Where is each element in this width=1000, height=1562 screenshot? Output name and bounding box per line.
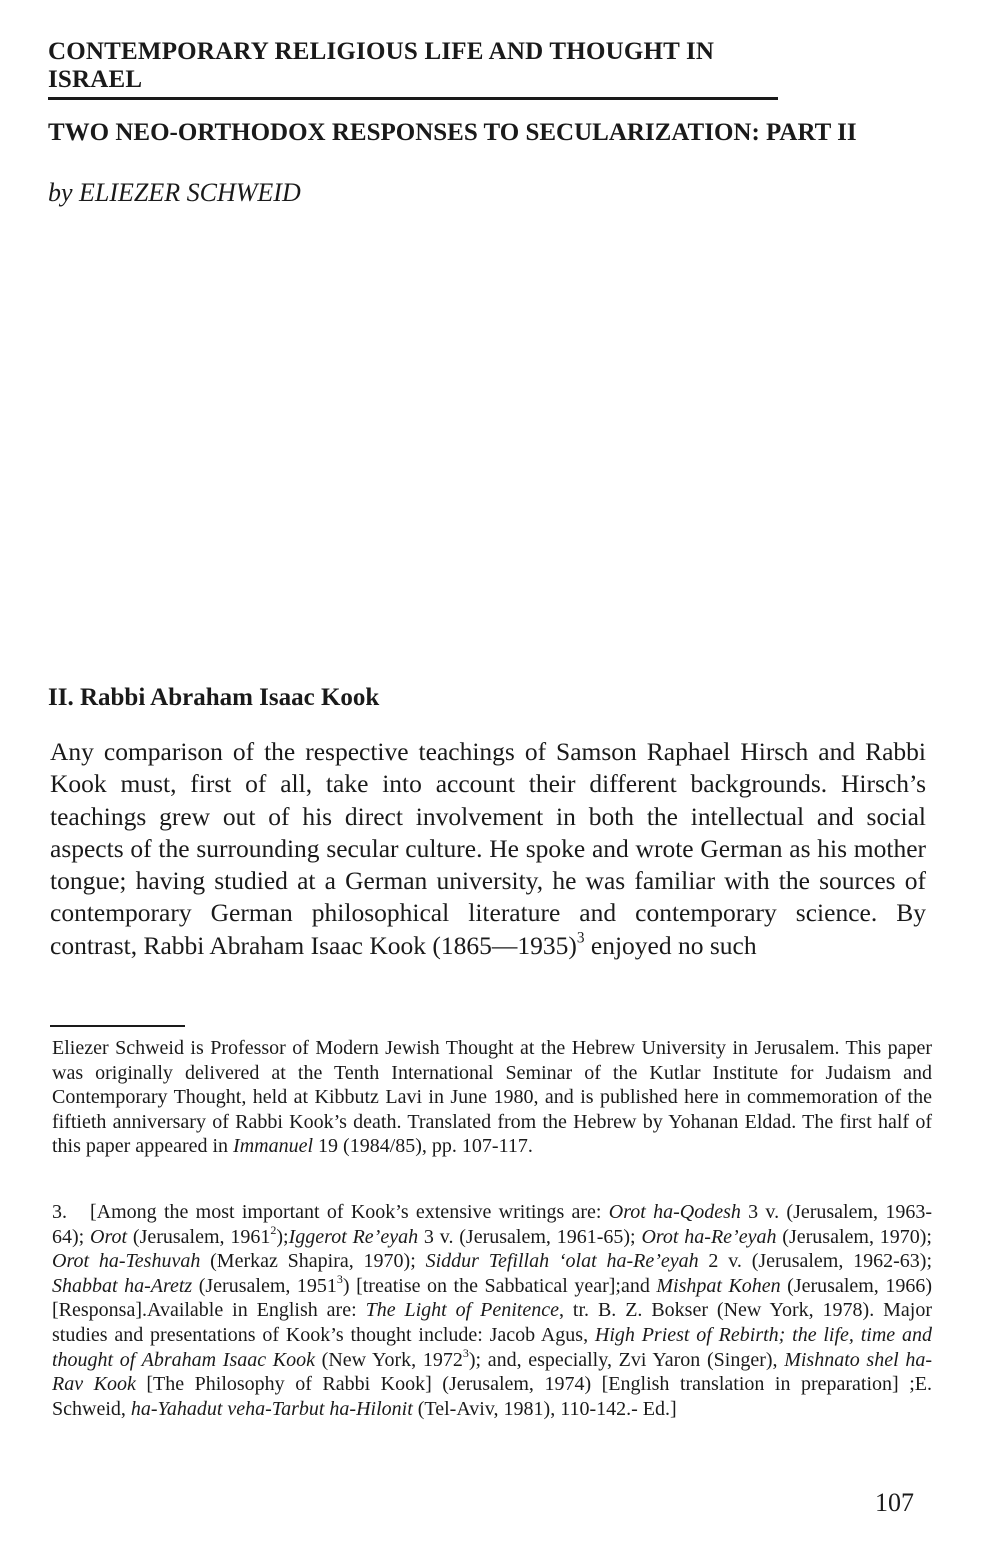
body-paragraph [50, 736, 926, 962]
byline: by ELIEZER SCHWEID [48, 178, 301, 207]
work-title: High Priest of Rebirth; the life, time and thought of Abraham Isaac Kook [52, 1323, 932, 1371]
work-title: Mishnato shel ha-Rav Kook [52, 1348, 932, 1396]
fn-text: 2 v. (Jerusalem, 1962-63); [698, 1250, 933, 1273]
fn-text: , tr. B. Z. Bokser (New York, 1978). Major studies and presentations of Kook’s thought include: Jacob Agus, [52, 1299, 933, 1346]
fn-text: (Jerusalem, 1966) [Responsa].Available in English are: [52, 1274, 932, 1322]
fn-text: ); [276, 1225, 289, 1248]
work-title: Orot [90, 1225, 128, 1248]
author-footnote [52, 1036, 932, 1159]
footnote-divider [50, 1025, 185, 1027]
section-heading: II. Rabbi Abraham Isaac Kook [48, 684, 380, 711]
author-note-end: 19 (1984/85), pp. 107-117. [313, 1135, 533, 1158]
work-title: Shabbat ha-Aretz [52, 1274, 193, 1297]
fn-text: [Among the most important of Kook’s extensive writings are: [90, 1201, 609, 1223]
work-title: The Light of Penitence [365, 1299, 559, 1322]
edition-superscript: 2 [270, 1222, 277, 1237]
running-head: CONTEMPORARY RELIGIOUS LIFE AND THOUGHT IN ISRAEL [48, 38, 778, 100]
fn-text: 3 v. (Jerusalem, 1963-64); [52, 1201, 932, 1248]
work-title: Iggerot Re’eyah [288, 1225, 419, 1248]
fn-text: (Jerusalem, 1961 [127, 1225, 271, 1248]
work-title: ha-Yahadut veha-Tarbut ha-Hilonit [130, 1397, 413, 1420]
article-title: TWO NEO-ORTHODOX RESPONSES TO SECULARIZATION: PART II [48, 119, 857, 146]
fn-text: [The Philosophy of Rabbi Kook] (Jerusalem, 1974) [English translation in preparation] ;E. Schweid, [52, 1373, 933, 1420]
body-text-main: Any comparison of the respective teachings of Samson Raphael Hirsch and Rabbi Kook must, first of all, take into account their different backgrounds. Hirsch’s teachings grew out of his direct involvement in both the intellectual and social aspects of the surrounding secular culture. He spoke and wrote German as his mother tongue; having studied at a German university, he was familiar with the sources of contemporary German philosophical literature and contemporary science. By contrast, Rabbi Abraham Isaac Kook (1865—1935) [50, 737, 926, 960]
page-number: 107 [875, 1488, 914, 1517]
work-title: Orot ha-Qodesh [608, 1201, 741, 1223]
edition-superscript: 3 [462, 1345, 469, 1360]
fn-text: (Merkaz Shapira, 1970); [200, 1250, 426, 1273]
edition-superscript: 3 [336, 1271, 343, 1286]
fn-text: 3 v. (Jerusalem, 1961-65); [418, 1225, 642, 1248]
fn-text: ); and, especially, Zvi Yaron (Singer), [468, 1348, 785, 1371]
author-note-text: Eliezer Schweid is Professor of Modern Jewish Thought at the Hebrew University in Jerusalem. This paper was originally delivered at the Tenth International Seminar of the Kutlar Institute for Judaism and Contemporary Thought, held at Kibbutz Lavi in June 1980, and is published here in commemoration of the fiftieth anniversary of Rabbi Kook’s death. Translated from the Hebrew by Yohanan Eldad. The first half of this paper appeared in [52, 1037, 932, 1158]
fn-text: (Jerusalem, 1951 [192, 1274, 337, 1297]
work-title: Orot ha-Teshuvah [52, 1250, 201, 1273]
fn-text: ) [treatise on the Sabbatical year];and [342, 1274, 657, 1297]
journal-title: Immanuel [233, 1135, 314, 1158]
work-title: Orot ha-Re’eyah [641, 1225, 777, 1248]
body-text-tail: enjoyed no such [584, 930, 757, 960]
footnote-3 [52, 1200, 932, 1421]
fn-text: (Tel-Aviv, 1981), 110-142.- Ed.] [412, 1397, 677, 1420]
fn-text: (Jerusalem, 1970); [776, 1225, 932, 1248]
footnote-number: 3. [52, 1201, 67, 1223]
footnote-reference[interactable]: 3 [576, 929, 585, 947]
work-title: Mishpat Kohen [656, 1274, 781, 1297]
fn-text: (New York, 1972 [315, 1348, 463, 1371]
work-title: Siddur Tefillah ‘olat ha-Re’eyah [425, 1250, 699, 1273]
